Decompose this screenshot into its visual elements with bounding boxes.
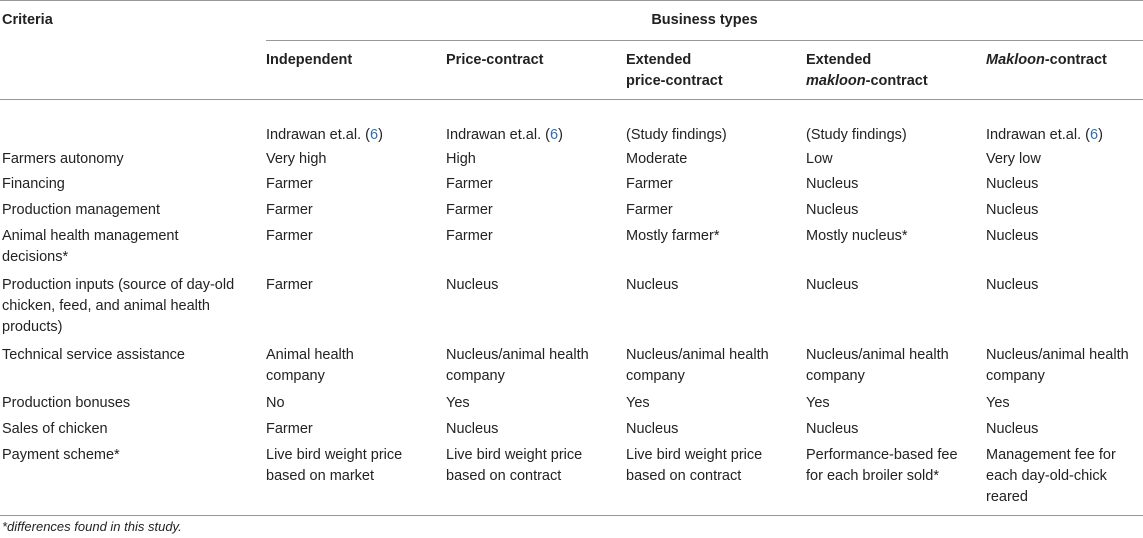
reference-link[interactable]: 6 — [369, 127, 379, 143]
table-row — [0, 273, 1143, 343]
reference-link[interactable]: 6 — [549, 127, 559, 143]
value-cell: Mostly nucleus* — [806, 228, 908, 244]
source-cell: Indrawan et.al. (6) — [446, 127, 563, 143]
table-row — [0, 146, 1143, 172]
table-row — [0, 417, 1143, 443]
value-cell: Performance-based fee for each broiler sold* — [806, 447, 958, 484]
value-cell: Farmer — [626, 202, 673, 218]
value-cell: Farmer — [446, 228, 493, 244]
value-cell: Farmer — [446, 176, 493, 192]
value-cell: Nucleus — [446, 277, 499, 293]
criterion-cell: Financing — [2, 176, 65, 192]
table-row — [0, 443, 1143, 516]
value-cell: Nucleus — [626, 277, 679, 293]
value-cell: Nucleus — [626, 421, 679, 437]
value-cell: Nucleus/animal health company — [806, 347, 949, 384]
value-cell: No — [266, 395, 285, 411]
value-cell: Nucleus/animal health company — [626, 347, 769, 384]
value-cell: Animal health company — [266, 347, 354, 384]
value-cell: Live bird weight price based on contract — [626, 447, 763, 484]
value-cell: Nucleus — [806, 277, 859, 293]
table-row — [0, 343, 1143, 391]
source-cell: Indrawan et.al. (6) — [986, 127, 1103, 143]
reference-link[interactable]: 6 — [1089, 127, 1099, 143]
table-footnote: *differences found in this study. — [2, 519, 182, 534]
type-header-makloon-contract: Makloon-contract — [986, 52, 1107, 68]
table-row — [0, 172, 1143, 198]
sources-row — [0, 100, 1143, 147]
criterion-cell: Animal health management decisions* — [2, 228, 179, 265]
type-header-independent: Independent — [266, 52, 353, 68]
value-cell: Nucleus — [986, 202, 1039, 218]
source-cell: (Study findings) — [806, 127, 907, 143]
value-cell: Low — [806, 151, 833, 167]
value-cell: Farmer — [626, 176, 673, 192]
value-cell: Farmer — [266, 421, 313, 437]
criterion-cell: Production bonuses — [2, 395, 131, 411]
table-row — [0, 224, 1143, 273]
type-header-extended-price-contract: Extended price-contract — [626, 52, 723, 89]
value-cell: Farmer — [266, 202, 313, 218]
table-row — [0, 198, 1143, 224]
business-types-header: Business types — [266, 1, 1143, 41]
criterion-cell: Technical service assistance — [2, 347, 185, 363]
criterion-cell: Production inputs (source of day-old chicken, feed, and animal health products) — [2, 277, 235, 335]
value-cell: Nucleus — [986, 277, 1039, 293]
type-header-extended-makloon-contract: Extended makloon-contract — [806, 52, 928, 89]
header-row-group — [0, 1, 1143, 41]
value-cell: Nucleus — [446, 421, 499, 437]
criterion-cell: Farmers autonomy — [2, 151, 124, 167]
value-cell: Yes — [446, 395, 470, 411]
value-cell: Farmer — [446, 202, 493, 218]
value-cell: Nucleus — [986, 421, 1039, 437]
value-cell: Moderate — [626, 151, 688, 167]
value-cell: Nucleus/animal health company — [446, 347, 589, 384]
value-cell: Farmer — [266, 176, 313, 192]
value-cell: Yes — [626, 395, 650, 411]
table-row — [0, 391, 1143, 417]
value-cell: Farmer — [266, 277, 313, 293]
value-cell: Nucleus — [806, 202, 859, 218]
value-cell: Very low — [986, 151, 1041, 167]
criterion-cell: Sales of chicken — [2, 421, 108, 437]
criterion-cell: Payment scheme* — [2, 447, 120, 463]
type-header-price-contract: Price-contract — [446, 52, 544, 68]
value-cell: Management fee for each day-old-chick reared — [986, 447, 1116, 505]
value-cell: Nucleus — [986, 228, 1039, 244]
value-cell: High — [446, 151, 476, 167]
value-cell: Nucleus — [986, 176, 1039, 192]
value-cell: Nucleus — [806, 176, 859, 192]
value-cell: Live bird weight price based on market — [266, 447, 403, 484]
value-cell: Farmer — [266, 228, 313, 244]
value-cell: Mostly farmer* — [626, 228, 720, 244]
value-cell: Nucleus — [806, 421, 859, 437]
value-cell: Nucleus/animal health company — [986, 347, 1129, 384]
criterion-cell: Production management — [2, 202, 160, 218]
source-cell: (Study findings) — [626, 127, 727, 143]
value-cell: Live bird weight price based on contract — [446, 447, 583, 484]
value-cell: Yes — [986, 395, 1010, 411]
criteria-header: Criteria — [2, 12, 53, 28]
value-cell: Yes — [806, 395, 830, 411]
value-cell: Very high — [266, 151, 327, 167]
source-cell: Indrawan et.al. (6) — [266, 127, 383, 143]
